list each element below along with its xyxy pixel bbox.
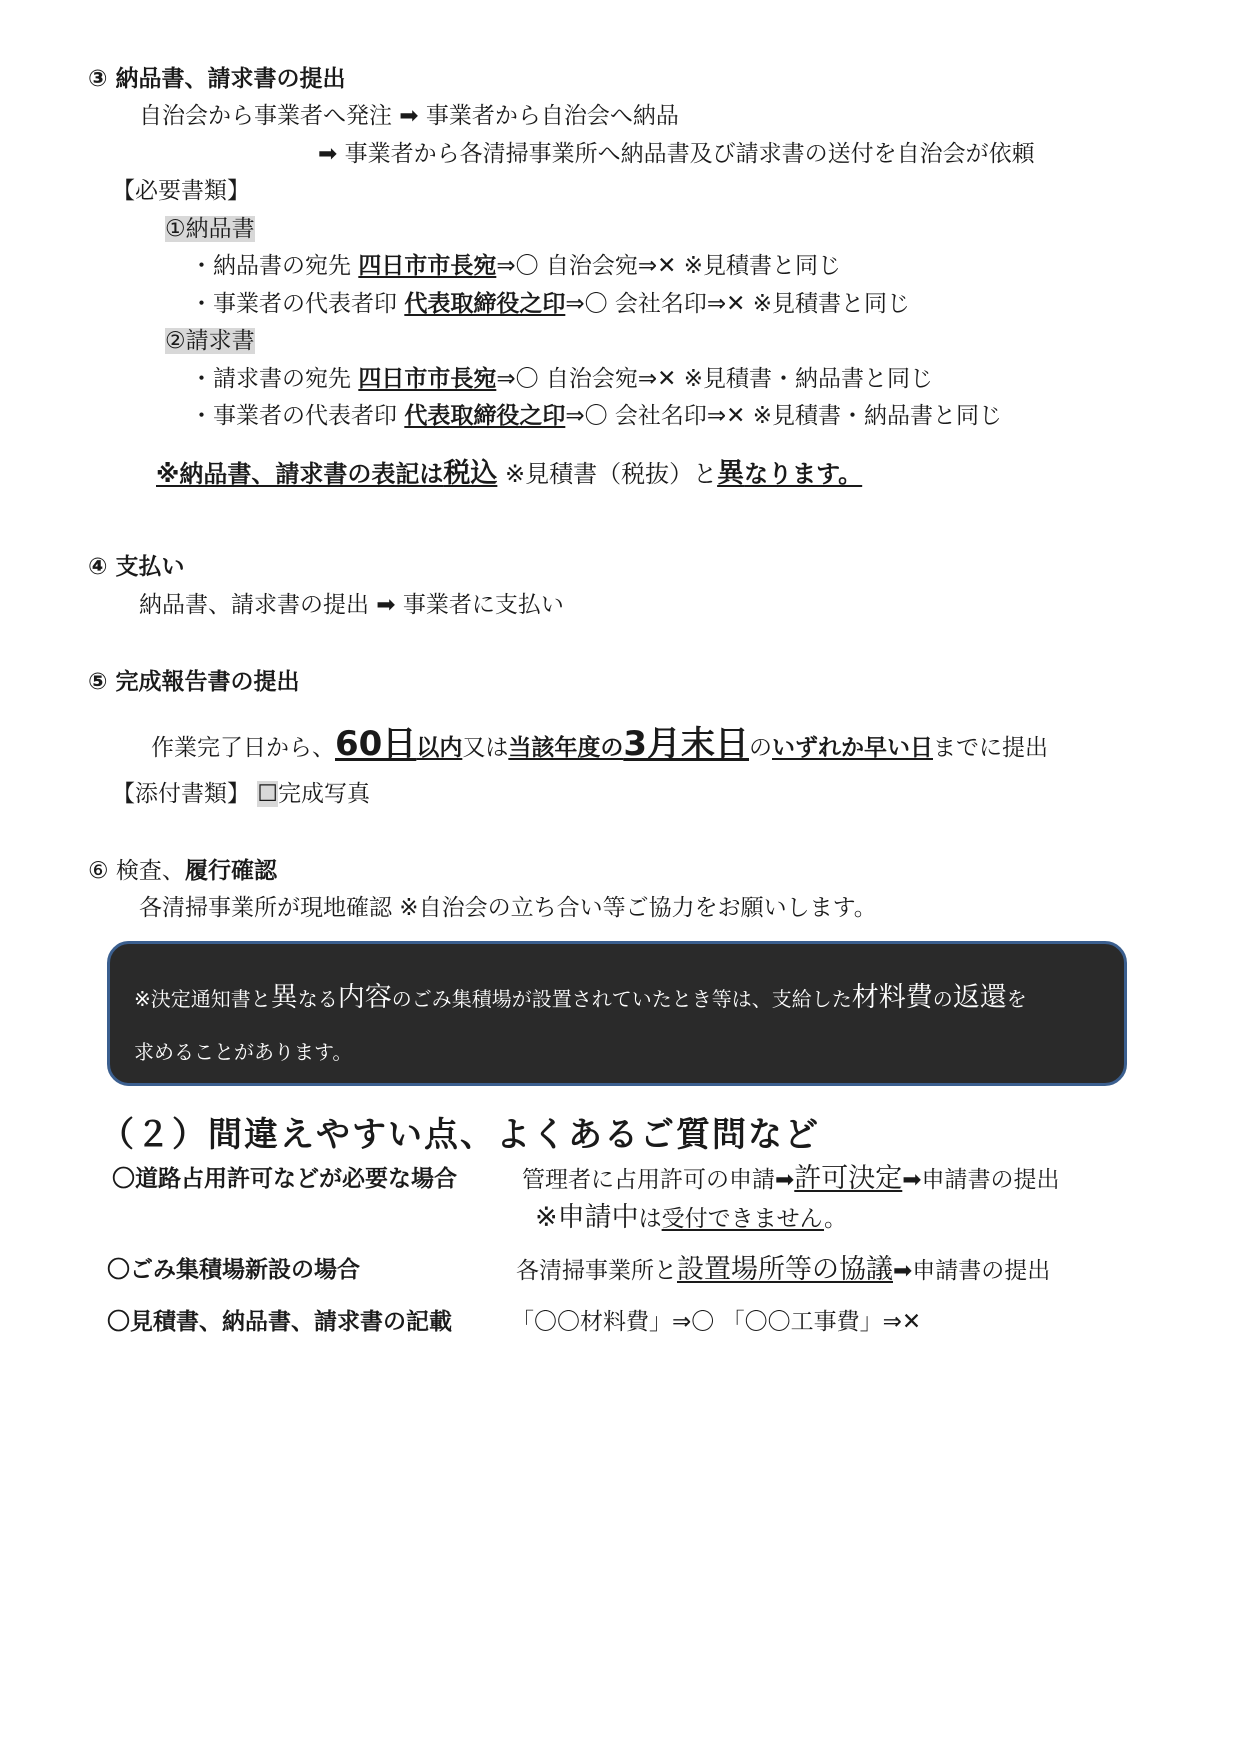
doc-2-title-text: ②請求書 — [165, 328, 255, 354]
notice-e: のごみ集積場が設置されていたとき等は、支給した — [391, 987, 852, 1011]
faq-row-3-label: 〇見積書、納品書、請求書の記載 — [107, 1309, 452, 1335]
deadline-b: 60日 — [335, 724, 417, 764]
deadline-e: 当該年度の — [508, 735, 624, 761]
notice-line-2: 求めることがあります。 — [134, 1040, 353, 1064]
notice-b: 異 — [270, 982, 298, 1013]
doc-2-line-2-b: 代表取締役之印 — [404, 403, 566, 429]
notice-d: 内容 — [337, 982, 392, 1013]
tax-note-c: ※見積書（税抜）と — [497, 460, 718, 488]
faq-row-1-note — [535, 1203, 847, 1234]
checkbox-icon: ☐ — [257, 781, 278, 807]
tax-note — [156, 459, 862, 489]
section-3-flow-1: 自治会から事業者へ発注 ➡ 事業者から自治会へ納品 — [139, 103, 679, 129]
doc-1-line-2-c: ⇒〇 会社名印⇒✕ ※見積書と同じ — [565, 291, 911, 317]
notice-line-1 — [134, 982, 1027, 1015]
notice-f: 材料費 — [851, 982, 933, 1013]
doc-2-line-1 — [190, 364, 933, 394]
faq-row-2-answer — [516, 1255, 1050, 1286]
notice-i: を — [1006, 987, 1027, 1011]
attachment-line — [112, 779, 370, 809]
faq-title: （２）間違えやすい点、よくあるご質問など — [100, 1115, 820, 1155]
section-4-heading: ④ 支払い — [88, 554, 185, 580]
section-3-flow-2: ➡ 事業者から各清掃事業所へ納品書及び請求書の送付を自治会が依頼 — [318, 141, 1035, 167]
faq-row-2-b: 設置場所等の協議 — [677, 1254, 893, 1285]
required-docs-label: 【必要書類】 — [112, 178, 250, 204]
tax-note-b: 税込 — [443, 458, 498, 489]
faq-row-1-note-a: ※申請中 — [535, 1202, 639, 1233]
faq-row-1-answer — [522, 1164, 1060, 1195]
faq-row-2-label: 〇ごみ集積場新設の場合 — [107, 1257, 360, 1283]
faq-row-1-b: 許可決定 — [794, 1163, 903, 1194]
attachment-label: 【添付書類】 — [112, 781, 258, 807]
doc-1-line-2-a: ・事業者の代表者印 — [190, 291, 405, 317]
tax-note-e: なります。 — [744, 460, 863, 488]
notice-g: の — [932, 987, 953, 1011]
deadline-c: 以内 — [416, 735, 463, 761]
faq-row-1-c: ➡申請書の提出 — [902, 1167, 1060, 1193]
deadline-a: 作業完了日から、 — [151, 735, 335, 761]
doc-2-title — [165, 326, 255, 356]
notice-box — [107, 941, 1127, 1086]
faq-row-1-note-d: 。 — [824, 1206, 848, 1232]
attachment-item: 完成写真 — [277, 781, 370, 807]
notice-h: 返還 — [952, 982, 1007, 1013]
section-4-flow: 納品書、請求書の提出 ➡ 事業者に支払い — [139, 592, 564, 618]
doc-2-line-2-c: ⇒〇 会社名印⇒✕ ※見積書・納品書と同じ — [565, 403, 1003, 429]
doc-2-line-2 — [190, 401, 1002, 431]
doc-1-line-2 — [190, 289, 910, 319]
section-5-heading: ⑤ 完成報告書の提出 — [88, 669, 300, 695]
doc-1-line-2-b: 代表取締役之印 — [404, 291, 566, 317]
faq-row-3-answer: 「〇〇材料費」⇒〇 「〇〇工事費」⇒✕ — [511, 1309, 922, 1335]
doc-1-title-text: ①納品書 — [165, 216, 255, 242]
notice-c: なる — [297, 987, 338, 1011]
doc-2-line-1-c: ⇒〇 自治会宛⇒✕ ※見積書・納品書と同じ — [496, 366, 934, 392]
faq-row-2-a: 各清掃事業所と — [516, 1258, 677, 1284]
doc-1-line-1-a: ・納品書の宛先 — [190, 253, 359, 279]
deadline-g: の — [749, 735, 772, 761]
faq-row-2-c: ➡申請書の提出 — [893, 1258, 1051, 1284]
deadline-sentence — [151, 724, 1048, 768]
faq-row-1-note-b: は — [638, 1206, 662, 1232]
deadline-i: までに提出 — [933, 735, 1048, 761]
doc-1-line-1 — [190, 251, 841, 281]
deadline-f: 3月末日 — [623, 724, 749, 764]
doc-2-line-1-a: ・請求書の宛先 — [190, 366, 359, 392]
faq-row-1-a: 管理者に占用許可の申請➡ — [522, 1167, 795, 1193]
faq-row-1-note-c: 受付できません — [661, 1206, 825, 1232]
tax-note-a: ※納品書、請求書の表記は — [156, 460, 444, 488]
section-6-line: 各清掃事業所が現地確認 ※自治会の立ち合い等ご協力をお願いします。 — [139, 895, 877, 921]
section-3-heading: ③ 納品書、請求書の提出 — [88, 66, 346, 92]
deadline-h: いずれか早い日 — [772, 735, 933, 761]
notice-a: ※決定通知書と — [134, 987, 271, 1011]
tax-note-d: 異 — [717, 458, 745, 489]
section-6-heading — [88, 856, 277, 886]
doc-1-title — [165, 214, 255, 244]
section-6-heading-a: ⑥ 検査、 — [88, 858, 185, 884]
faq-row-1-label: 〇道路占用許可などが必要な場合 — [112, 1166, 457, 1192]
doc-2-line-2-a: ・事業者の代表者印 — [190, 403, 405, 429]
section-6-heading-b: 履行確認 — [184, 858, 277, 884]
deadline-d: 又は — [462, 735, 509, 761]
doc-2-line-1-b: 四日市市長宛 — [358, 366, 497, 392]
doc-1-line-1-b: 四日市市長宛 — [358, 253, 497, 279]
doc-1-line-1-c: ⇒〇 自治会宛⇒✕ ※見積書と同じ — [496, 253, 842, 279]
